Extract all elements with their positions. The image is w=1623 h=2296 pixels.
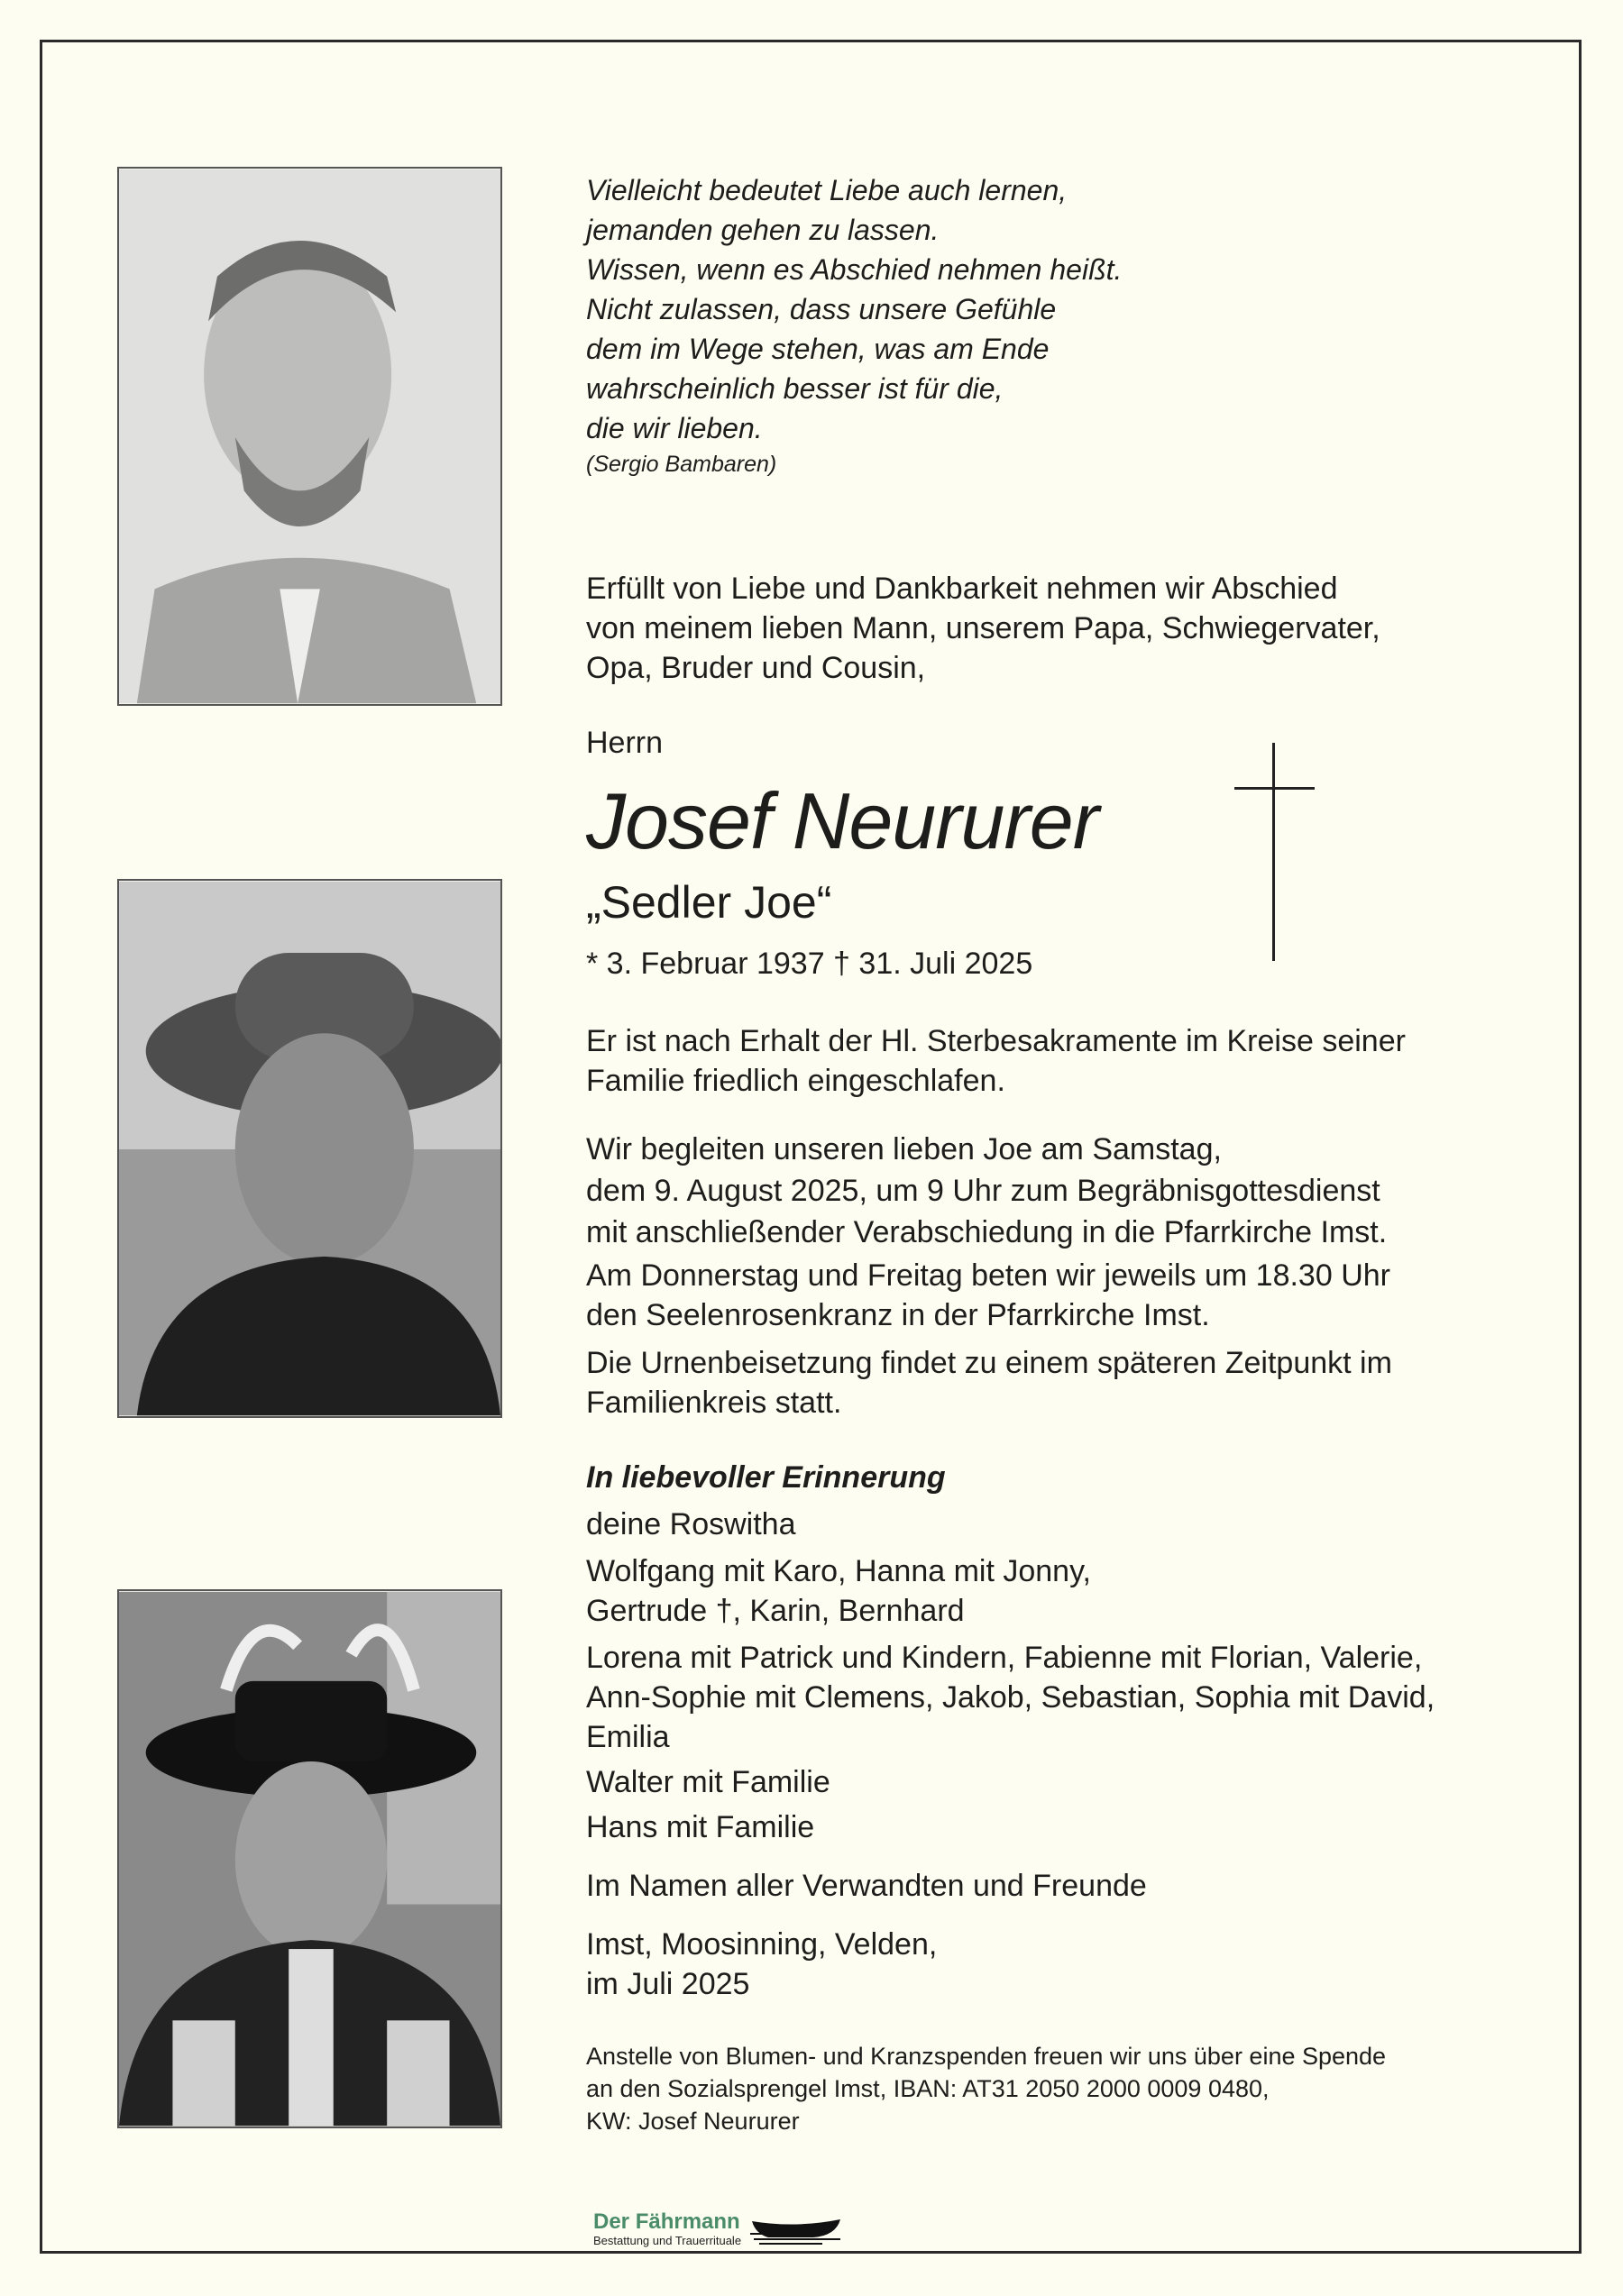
salutation: Herrn xyxy=(586,726,664,760)
quote-line: jemanden gehen zu lassen. xyxy=(586,214,940,246)
text-line: Gertrude †, Karin, Bernhard xyxy=(586,1594,965,1628)
text-line: deine Roswitha xyxy=(586,1507,796,1541)
paragraph xyxy=(586,1256,1390,1335)
cross-icon xyxy=(1272,743,1275,961)
text-line: Familie friedlich eingeschlafen. xyxy=(586,1064,1005,1098)
deceased-name: Josef Neururer xyxy=(586,776,1099,865)
paragraph xyxy=(586,1021,1406,1101)
text-line: Lorena mit Patrick und Kindern, Fabienne mit Florian, Valerie, xyxy=(586,1641,1423,1675)
quote xyxy=(586,170,1122,480)
text-line: Imst, Moosinning, Velden, xyxy=(586,1927,938,1962)
mourner-group xyxy=(586,1807,814,1847)
mourner-group xyxy=(586,1762,830,1802)
text-line: dem 9. August 2025, um 9 Uhr zum Begräbnisgottesdienst xyxy=(586,1174,1380,1208)
mourner-group xyxy=(586,1505,795,1544)
mourner-group xyxy=(586,1638,1435,1757)
text-line: Am Donnerstag und Freitag beten wir jeweils um 18.30 Uhr xyxy=(586,1258,1390,1293)
text-line: Im Namen aller Verwandten und Freunde xyxy=(586,1869,1147,1903)
portrait-sketch xyxy=(117,167,502,706)
logo-name: Der Fährmann xyxy=(593,2209,740,2234)
quote-line: Wissen, wenn es Abschied nehmen heißt. xyxy=(586,253,1123,286)
text-line: Walter mit Familie xyxy=(586,1765,830,1799)
text-line: den Seelenrosenkranz in der Pfarrkirche Imst. xyxy=(586,1298,1210,1332)
text-line: Er ist nach Erhalt der Hl. Sterbesakramente im Kreise seiner xyxy=(586,1024,1406,1058)
quote-line: Nicht zulassen, dass unsere Gefühle xyxy=(586,293,1057,325)
text-line: Wolfgang mit Karo, Hanna mit Jonny, xyxy=(586,1554,1092,1588)
place-date xyxy=(586,1925,937,2004)
logo-tagline: Bestattung und Trauerrituale xyxy=(593,2234,742,2247)
intro-text xyxy=(586,569,1380,688)
text-line: im Juli 2025 xyxy=(586,1967,750,2001)
text-line: Familienkreis statt. xyxy=(586,1386,842,1420)
text-line: Hans mit Familie xyxy=(586,1810,815,1844)
nickname: „Sedler Joe“ xyxy=(586,877,832,928)
text-line: mit anschließender Verabschiedung in die Pfarrkirche Imst. xyxy=(586,1215,1388,1249)
intro-line: von meinem lieben Mann, unserem Papa, Schwiegervater, xyxy=(586,611,1380,645)
life-dates: * 3. Februar 1937 † 31. Juli 2025 xyxy=(586,947,1033,981)
mourner-group xyxy=(586,1866,1147,1906)
cross-icon-bar xyxy=(1234,787,1315,790)
text-line: an den Sozialsprengel Imst, IBAN: AT31 2050 2000 0009 0480, xyxy=(586,2075,1270,2102)
text-line: Die Urnenbeisetzung findet zu einem späteren Zeitpunkt im xyxy=(586,1346,1392,1380)
text-line: Ann-Sophie mit Clemens, Jakob, Sebastian, Sophia mit David, xyxy=(586,1680,1435,1715)
quote-line: Vielleicht bedeutet Liebe auch lernen, xyxy=(586,174,1068,206)
funeral-home-logo xyxy=(593,2210,741,2247)
mourner-group xyxy=(586,1551,1091,1631)
quote-line: wahrscheinlich besser ist für die, xyxy=(586,372,1004,405)
photo-traditional-costume xyxy=(117,1589,502,2128)
text-line: Wir begleiten unseren lieben Joe am Samstag, xyxy=(586,1132,1222,1166)
quote-line: dem im Wege stehen, was am Ende xyxy=(586,333,1050,365)
text-line: Anstelle von Blumen- und Kranzspenden freuen wir uns über eine Spende xyxy=(586,2043,1387,2070)
photo-hat xyxy=(117,879,502,1418)
paragraph xyxy=(586,1129,1387,1253)
text-line: KW: Josef Neururer xyxy=(586,2108,800,2135)
intro-line: Erfüllt von Liebe und Dankbarkeit nehmen wir Abschied xyxy=(586,572,1338,606)
donation-note xyxy=(586,2040,1386,2137)
mourners-heading: In liebevoller Erinnerung xyxy=(586,1460,946,1495)
text-line: Emilia xyxy=(586,1720,670,1754)
quote-author: (Sergio Bambaren) xyxy=(586,452,777,477)
quote-line: die wir lieben. xyxy=(586,412,763,444)
paragraph xyxy=(586,1343,1392,1422)
intro-line: Opa, Bruder und Cousin, xyxy=(586,651,926,685)
boat-icon xyxy=(750,2216,844,2246)
